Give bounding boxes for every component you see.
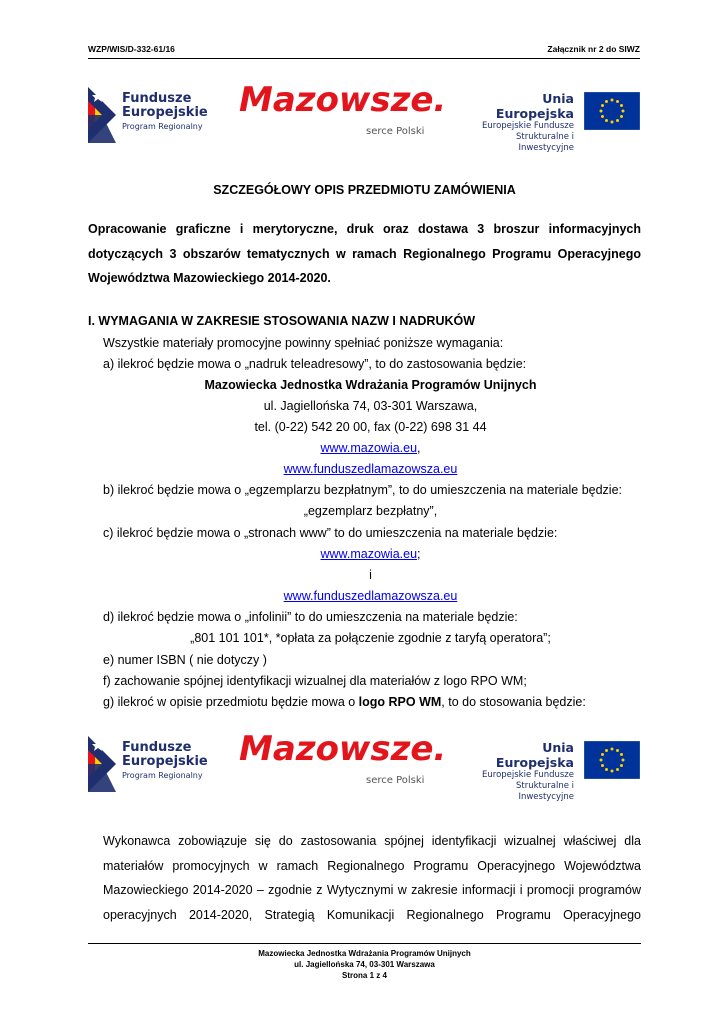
link-suffix: ; [417,547,421,561]
page-header [88,44,640,59]
item-e: e) numer ISBN ( nie dotyczy ) [103,653,267,667]
intro-line: Województwa Mazowieckiego 2014-2020. [88,271,331,285]
item-d-value: „801 101 101*, *opłata za połączenie zgodnie z taryfą operatora”; [190,631,551,645]
fe-flag-icon [88,736,116,792]
fundusze-europejskie-logo [88,86,213,146]
fe-line-2: Europejskie [122,754,208,769]
body-line: materiałów promocyjnych w ramach Regionalnego Programu Operacyjnego Województwa [103,858,641,873]
link-line-fundusze [88,462,653,476]
fe-line-1: Fundusze [122,91,192,106]
mazowsze-wordmark: Mazowsze. [239,80,447,120]
item-f: f) zachowanie spójnej identyfikacji wizualnej dla materiałów z logo RPO WM; [103,674,527,688]
ue-line-3: Strukturalne i Inwestycyjne [516,132,574,153]
intro-paragraph [88,217,641,291]
mazowsze-logo [239,729,447,795]
ue-line-2: Europejskie Fundusze [482,770,574,780]
page-footer [88,943,641,981]
logos-row-top [88,80,641,153]
document-title: SZCZEGÓŁOWY OPIS PRZEDMIOTU ZAMÓWIENIA [213,183,516,197]
footer-org: Mazowiecka Jednostka Wdrażania Programów Unijnych [258,949,471,958]
eu-flag-icon [584,92,640,130]
intro-line: dotyczących 3 obszarów tematycznych w ramach Regionalnego Programu Operacyjnego [88,246,641,261]
logos-row-bottom [88,729,641,802]
fundusze-europejskie-logo [88,735,213,795]
mazowia-link[interactable]: www.mazowia.eu [320,441,418,455]
document-reference: WZP/WIS/D-332-61/16 [88,44,175,54]
item-a: a) ilekroć będzie mowa o „nadruk teleadresowy”, to do zastosowania będzie: [103,357,527,371]
footer-address: ul. Jagiellońska 74, 03-301 Warszawa [294,960,435,969]
ue-line-2: Europejskie Fundusze [482,121,574,131]
unia-europejska-logo [464,735,641,802]
fe-line-3: Program Regionalny [122,122,203,131]
link-line-mazowia-2 [88,547,653,561]
mazowsze-logo [239,80,447,146]
item-c: c) ilekroć będzie mowa o „stronach www” to do umieszczenia na materiale będzie: [103,526,558,540]
fe-line-1: Fundusze [122,740,192,755]
intro-line: Opracowanie graficzne i merytoryczne, druk oraz dostawa 3 broszur informacyjnych [88,222,641,236]
body-line: operacyjnych 2014-2020, Strategią Komunikacji Regionalnego Programu Operacyjnego [103,907,641,922]
item-g-post: , to do stosowania będzie: [441,695,586,709]
page-number: Strona 1 z 4 [342,971,387,980]
item-b: b) ilekroć będzie mowa o „egzemplarzu bezpłatnym”, to do umieszczenia na materiale będzie: [103,483,623,497]
section-heading: I. WYMAGANIA W ZAKRESIE STOSOWANIA NAZW I NADRUKÓW [88,314,476,328]
item-g-pre: g) ilekroć w opisie przedmiotu będzie mowa o [103,695,359,709]
body-paragraph [103,829,641,927]
body-line: Mazowieckiego 2014-2020 – zgodnie z Wytycznymi w zakresie informacji i promocji programów [103,883,641,897]
unia-europejska-logo [464,86,641,153]
org-address: ul. Jagiellońska 74, 03-301 Warszawa, [263,399,478,413]
ue-line-1: Unia Europejska [495,740,574,770]
fundusze-link[interactable]: www.funduszedlamazowsza.eu [283,589,458,603]
item-g-bold: logo RPO WM [358,695,442,709]
mazowsze-tagline: serce Polski [366,126,425,137]
org-name: Mazowiecka Jednostka Wdrażania Programów Unijnych [204,378,537,392]
body-line: Wykonawca zobowiązuje się do zastosowania spójnej identyfikacji wizualnej właściwej dla [103,834,641,848]
item-d: d) ilekroć będzie mowa o „infolinii” to do umieszczenia na materiale będzie: [103,610,518,624]
link-suffix: , [417,441,421,455]
mazowsze-wordmark: Mazowsze. [239,729,447,769]
org-phone: tel. (0-22) 542 20 00, fax (0-22) 698 31 44 [254,420,487,434]
requirements-lead: Wszystkie materiały promocyjne powinny spełniać poniższe wymagania: [103,336,504,350]
fe-line-3: Program Regionalny [122,771,203,780]
fundusze-link[interactable]: www.funduszedlamazowsza.eu [283,462,458,476]
fe-flag-icon [88,87,116,143]
item-b-value: „egzemplarz bezpłatny”, [303,504,438,518]
mazowsze-tagline: serce Polski [366,775,425,786]
item-g [103,695,586,709]
attachment-label: Załącznik nr 2 do SIWZ [547,44,640,54]
link-line-fundusze-2 [88,589,653,603]
mazowia-link[interactable]: www.mazowia.eu [320,547,418,561]
eu-flag-icon [584,741,640,779]
conjunction: i [369,568,372,582]
link-line-mazowia [88,441,653,455]
fe-line-2: Europejskie [122,105,208,120]
ue-line-1: Unia Europejska [495,91,574,121]
ue-line-3: Strukturalne i Inwestycyjne [516,781,574,802]
